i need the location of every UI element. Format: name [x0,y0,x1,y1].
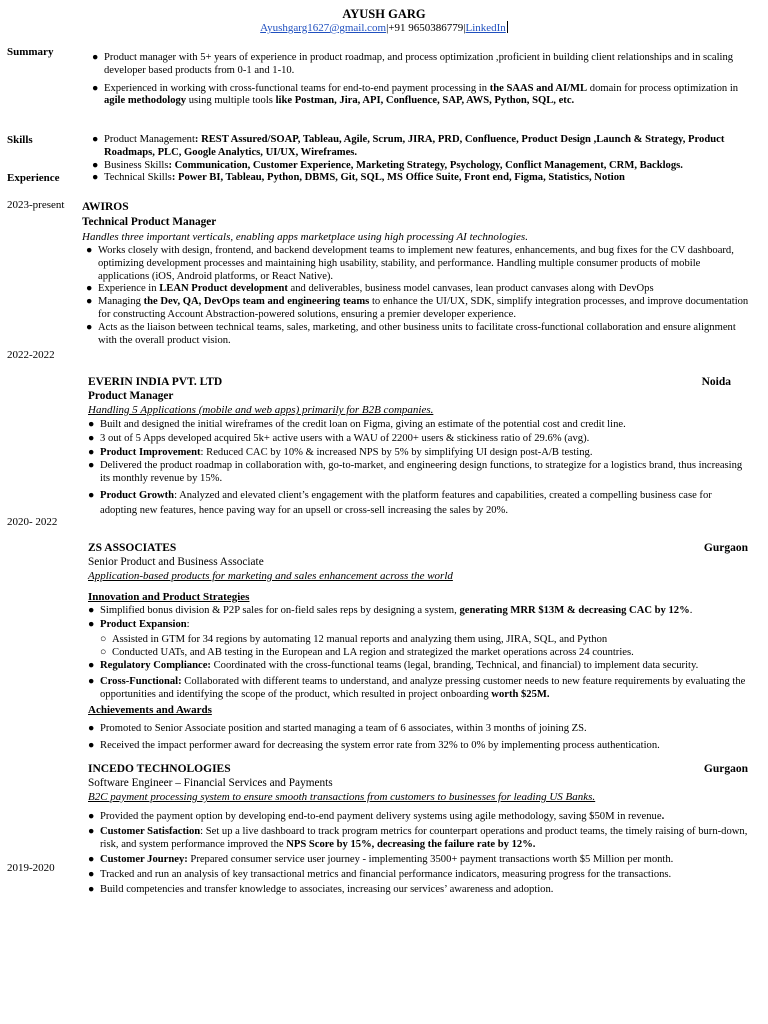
separator: | [386,22,389,34]
list-item: ● Works closely with design, frontend, and backend development teams to implement new features, enhancements, and bug fixes for the CV dashboard, optimizing development processes and maintaining high usability, stability, and performance. Handling multiple consumer products of mobile applications (iOS, Android platforms, or React Native). [86,245,734,282]
list-item: ● Build competencies and transfer knowledge to associates, increasing our services’ awareness and adoption. [88,883,554,895]
job-date: 2023-present [7,199,65,211]
job-role: Senior Product and Business Associate [88,556,264,568]
list-item: ● Provided the payment option by developing end-to-end payment delivery systems using agile methodology, saving $50M in revenue. [88,811,665,822]
list-item: ○ Conducted UATs, and AB testing in the European and LA region and strategized the market operations across 24 countries. [100,646,634,658]
company-name: INCEDO TECHNOLOGIES [88,763,231,775]
job-date: 2020- 2022 [7,516,58,528]
experience-label: Experience [7,172,60,184]
job-date: 2019-2020 [7,862,55,874]
list-item: ● 3 out of 5 Apps developed acquired 5k+ active users with a WAU of 2200+ users & stickiness ratio of 29.6% (avg). [88,432,590,444]
list-item: ● Promoted to Senior Associate position and started managing a team of 6 associates, within 3 months of joining ZS. [88,723,587,734]
company-name: AWIROS [82,201,129,213]
job-location: Gurgaon [703,763,748,775]
phone-number: +91 9650386779 [388,22,464,34]
summary-label: Summary [7,46,54,58]
skills-list [90,134,750,185]
company-name: EVERIN INDIA PVT. LTD [88,376,223,388]
job-bullets [86,811,754,897]
job-tagline: Handling 5 Applications (mobile and web apps) primarily for B2B companies. [88,404,434,416]
list-item: ○ Assisted in GTM for 34 regions by automating 12 manual reports and analyzing them using, JIRA, SQL, and Python [100,634,608,645]
job-location: Noida [701,376,731,388]
list-item: ● Product Management: REST Assured/SOAP, Tableau, Agile, Scrum, JIRA, PRD, Confluence, Product Design ,Launch & Strategy, Product Roadmaps, PLC, Google Analytics, UI/UX, Wireframes. [92,134,725,158]
contact-line [0,21,768,34]
list-item: ● Tracked and run an analysis of key transactional metrics and financial performance indicators, measuring progress for the transactions. [88,869,672,881]
job-date: 2022-2022 [7,349,55,361]
section-subheading: Innovation and Product Strategies [88,591,250,603]
list-item: ● Built and designed the initial wireframes of the credit loan on Figma, giving an estimate of the potential cost and credit line. [88,419,626,430]
list-item: ● Business Skills: Communication, Customer Experience, Marketing Strategy, Psychology, Conflict Management, CRM, Backlogs. [92,159,683,171]
list-item: ● Customer Journey: Prepared consumer service user journey - implementing 3500+ payment transactions worth $5 Million per month. [88,854,674,866]
list-item: ● Regulatory Compliance: Coordinated with the cross-functional teams (legal, branding, Technical, and financial) to implement data security. [88,660,699,671]
candidate-name: AYUSH GARG [342,7,426,21]
job-bullets-cont [86,660,756,701]
list-item: ● Cross-Functional: Collaborated with different teams to understand, and analyze pressing customer needs to new feature requirements by evaluating the opportunities and identifying the scope of the product, which resulted in project onboarding worth $25M. [88,675,746,700]
job-role: Software Engineer – Financial Services and Payments [88,777,333,789]
skills-label: Skills [7,134,33,146]
job-tagline: Application-based products for marketing and sales enhancement across the world [88,570,453,582]
list-item: ● Technical Skills: Power BI, Tableau, Python, DBMS, Git, SQL, MS Office Suite, Front end, Figma, Statistics, Notion [92,172,625,184]
summary-list [90,52,750,108]
list-item: ● Simplified bonus division & P2P sales for on-field sales reps by designing a system, generating MRR $13M & decreasing CAC by 12%. [88,605,693,616]
separator: | [463,22,466,34]
sub-bullets [84,634,754,660]
list-item: ● Experience in LEAN Product development and deliverables, business model canvases, lean product canvases along with DevOps [86,283,654,295]
awards-list [86,723,756,753]
list-item: ● Delivered the product roadmap in collaboration with, go-to-market, and engineering design functions, to strategize for a logistics brand, thus increasing its monthly revenue by 15%. [88,460,743,485]
company-name: ZS ASSOCIATES [88,542,177,554]
list-item: ● Managing the Dev, QA, DevOps team and engineering teams to enhance the UI/UX, SDK, simplify integration processes, and improve documentation for constructing Account Abstraction-powered solutions, ensuring a premier developer experience. [86,296,749,320]
job-bullets [84,245,754,347]
job-role: Product Manager [88,390,174,402]
list-item: ● Acts as the liaison between technical teams, sales, marketing, and other business units to facilitate cross-functional collaboration and ensure alignment with the overall product vision. [86,321,736,346]
list-item: ● Product Expansion: [88,618,190,630]
list-item: ● Experienced in working with cross-functional teams for end-to-end payment processing in the SAAS and AI/ML domain for process optimization in agile methodology using multiple tools like Postman, Jira, API, Confluence, SAP, AWS, Python, SQL, etc. [92,82,739,107]
job-tagline: B2C payment processing system to ensure smooth transactions from customers to businesses for leading US Banks. [88,791,596,803]
job-bullets [86,419,750,518]
job-tagline: Handles three important verticals, enabling apps marketplace using high processing AI technologies. [82,231,528,243]
text-cursor [507,21,508,33]
email-link[interactable]: Ayushgarg1627@gmail.com [260,22,387,34]
job-location: Gurgaon [703,542,748,554]
linkedin-link[interactable]: LinkedIn [465,22,506,34]
list-item: ● Customer Satisfaction: Set up a live dashboard to track program metrics for counterpart operations and product teams, the timely raising of burn-down, risk, and system performance improved the NPS Score by 15%, decreasing the failure rate by 12%. [88,825,748,850]
section-subheading: Achievements and Awards [88,704,212,716]
list-item: ● Product manager with 5+ years of experience in product roadmap, and process optimization ,proficient in building client relationships and in scaling developer based products from 0-1 and 1-10. [92,52,734,76]
job-bullets [86,605,754,632]
job-role: Technical Product Manager [82,216,217,228]
list-item: ● Received the impact performer award for decreasing the system error rate from 32% to 0% by implementing process authentication. [88,739,660,751]
list-item: ● Product Improvement: Reduced CAC by 10% & increased NPS by 5% by simplifying UI design post-A/B testing. [88,446,593,458]
list-item: ● Product Growth: Analyzed and elevated client’s engagement with the platform features and capabilities, created a compelling business case for adopting new features, hence paving way for an upsell or cross-sell increasing the sales by 20%. [88,489,712,516]
